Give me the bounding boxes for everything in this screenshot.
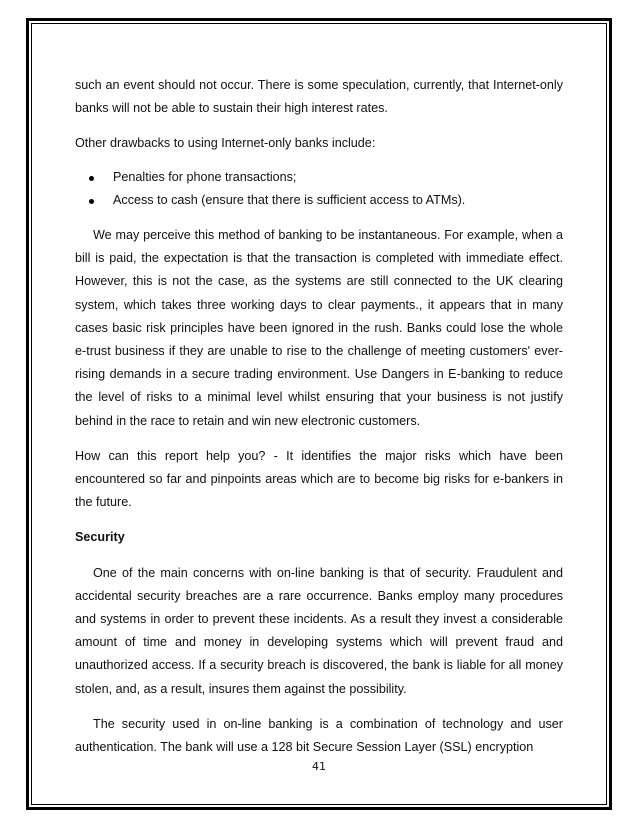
paragraph-continuation: such an event should not occur. There is some speculation, currently, that Internet-only banks will not be able to sustain their high interest rates. [75,78,563,116]
drawbacks-list [75,166,563,212]
paragraph-security-concerns: One of the main concerns with on-line banking is that of security. Fraudulent and accidental security breaches are a rare occurrence. Banks employ many procedures and systems in order to prevent these incidents. As a result they invest a considerable amount of time and money in developing systems which will prevent fraud and unauthorized access. If a security breach is discovered, the bank is liable for all money stolen, and, as a result, insures them against the possibility. [75,565,563,696]
list-item [75,166,563,189]
section-heading-security: Security [75,530,125,545]
list-item-text: Access to cash (ensure that there is sufficient access to ATMs). [113,192,466,207]
list-item [75,189,563,212]
paragraph-report-help: How can this report help you? - It identifies the major risks which have been encountered so far and pinpoints areas which are to become big risks for e-bankers in the future. [75,448,563,510]
paragraph-security-technology: The security used in on-line banking is a combination of technology and user authentication. The bank will use a 128 bit Secure Session Layer (SSL) encryption [75,716,563,755]
paragraph-drawbacks-intro: Other drawbacks to using Internet-only banks include: [75,136,376,151]
page-content [75,74,563,759]
paragraph-instantaneous: We may perceive this method of banking to be instantaneous. For example, when a bill is paid, the expectation is that the transaction is completed with immediate effect. However, this is not the case, as the systems are still connected to the UK clearing system, which takes three working days to clear payments., it appears that in many cases basic risk principles have been ignored in the rush. Banks could lose the whole e-trust business if they are unable to rise to the challenge of meeting customers' ever-rising demands in a secure trading environment. Use Dangers in E-banking to reduce the level of risks to a minimal level whilst ensuring that your business is not justify behind in the race to retain and win new electronic customers. [75,228,563,428]
page-number: 41 [312,760,326,773]
bullet-icon [89,199,94,204]
list-item-text: Penalties for phone transactions; [113,169,297,184]
bullet-icon [89,176,94,181]
